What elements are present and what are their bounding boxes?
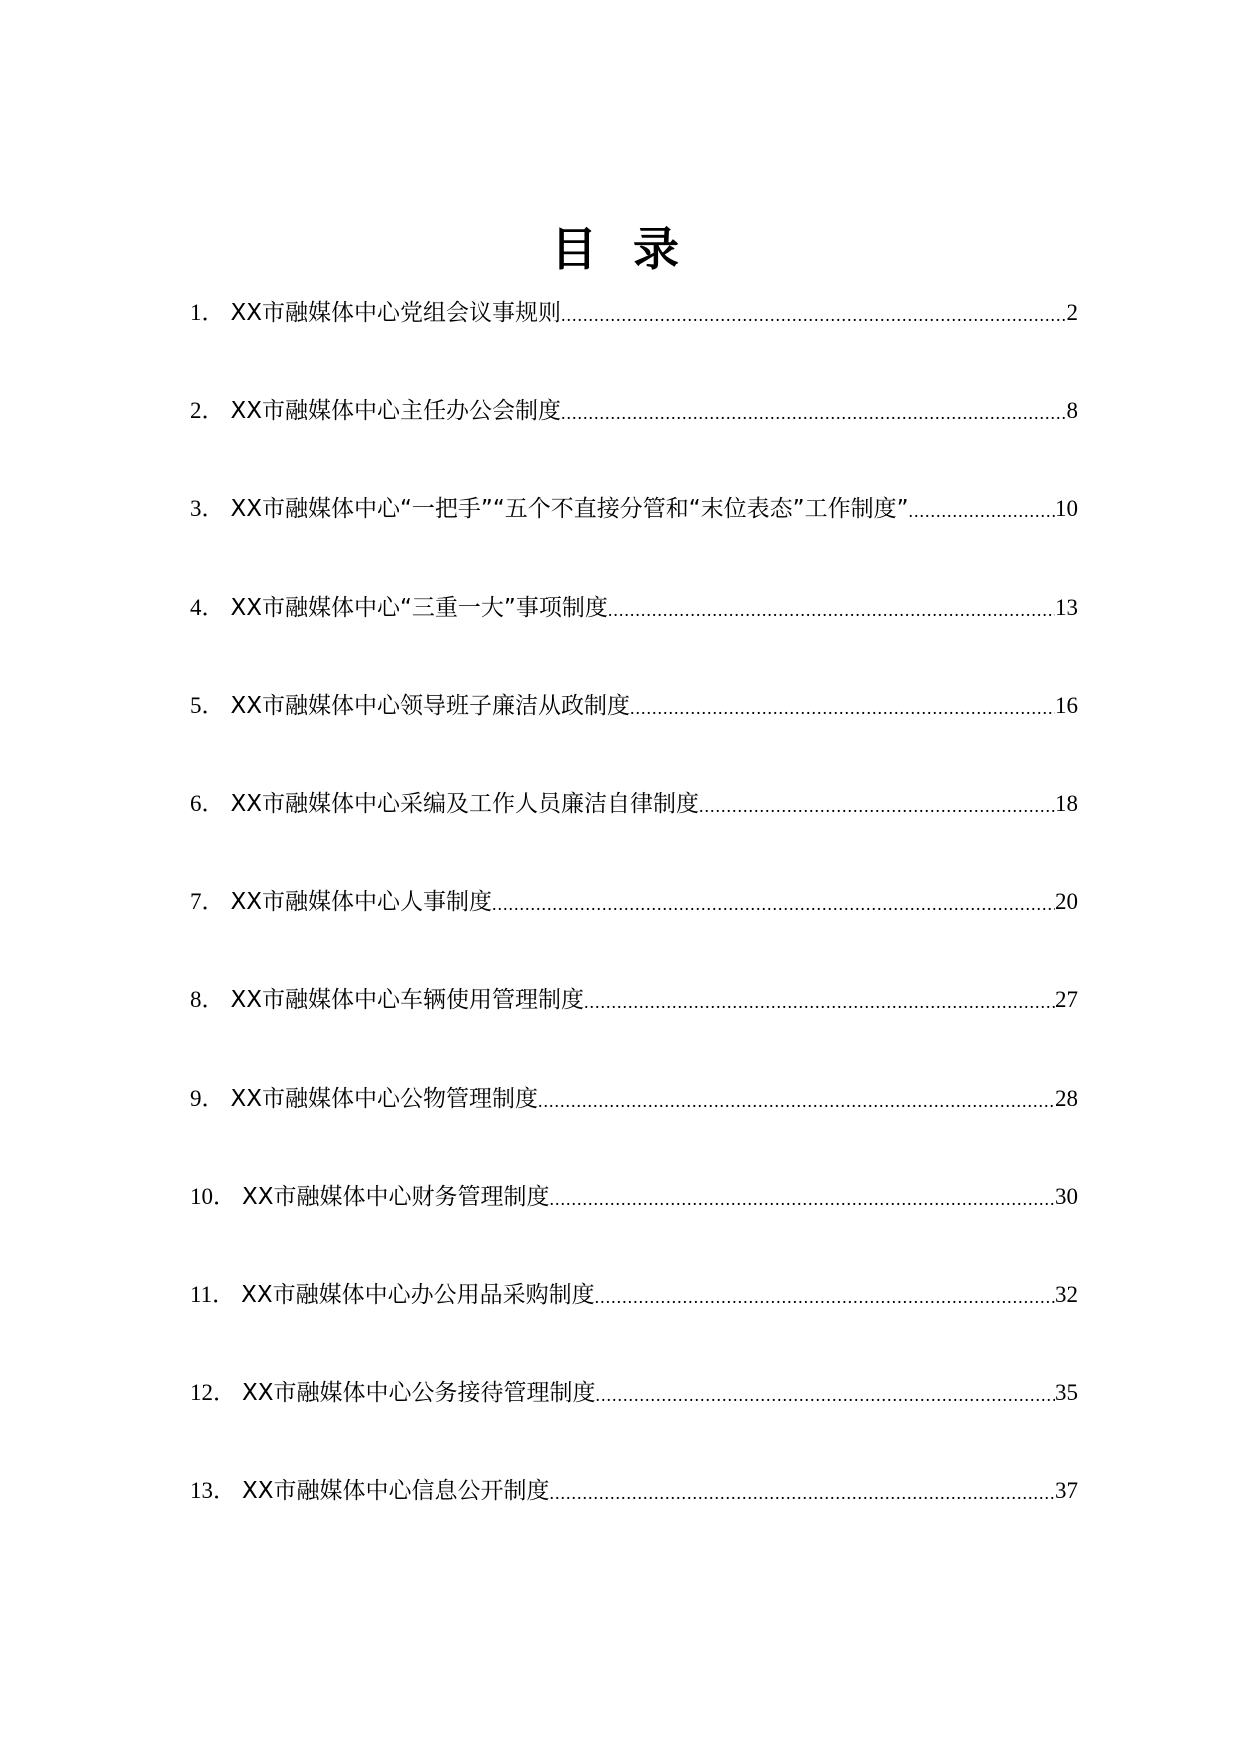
toc-entry-number: 8． bbox=[190, 987, 225, 1013]
toc-entry-title: XX市融媒体中心领导班子廉洁从政制度 bbox=[230, 692, 631, 719]
toc-entry[interactable] bbox=[190, 1378, 1078, 1476]
page-title: 目 录 bbox=[550, 221, 689, 276]
toc-entry-number: 9． bbox=[190, 1085, 225, 1111]
toc-dot-leader bbox=[584, 985, 1055, 1015]
toc-entry-number: 2． bbox=[190, 398, 225, 424]
toc-entry-title: XX市融媒体中心采编及工作人员廉洁自律制度 bbox=[230, 790, 700, 817]
toc-entry-number: 12． bbox=[190, 1380, 236, 1406]
toc-entry-page: 35 bbox=[1055, 1380, 1078, 1406]
toc-dot-leader bbox=[699, 789, 1055, 819]
toc-entry[interactable] bbox=[190, 887, 1078, 985]
toc-dot-leader bbox=[561, 298, 1066, 328]
toc-entry-page: 27 bbox=[1055, 987, 1078, 1013]
toc-dot-leader bbox=[492, 887, 1055, 917]
toc-entry-number: 3． bbox=[190, 496, 225, 522]
toc-entry[interactable] bbox=[190, 1280, 1078, 1378]
toc-entry-number: 10． bbox=[190, 1183, 236, 1209]
toc-entry-number: 11． bbox=[190, 1281, 236, 1307]
toc-entry-number: 5． bbox=[190, 692, 225, 718]
toc-entry-title: XX市融媒体中心办公用品采购制度 bbox=[241, 1281, 595, 1308]
toc-entry-title: XX市融媒体中心“三重一大”事项制度 bbox=[230, 594, 608, 621]
toc-entry-page: 37 bbox=[1055, 1478, 1078, 1504]
toc-dot-leader bbox=[561, 396, 1066, 426]
toc-entry-title: XX市融媒体中心财务管理制度 bbox=[242, 1183, 550, 1210]
toc-entry[interactable] bbox=[190, 494, 1078, 592]
toc-entry-page: 10 bbox=[1055, 496, 1078, 522]
toc-dot-leader bbox=[596, 1378, 1055, 1408]
toc-entry-page: 30 bbox=[1055, 1183, 1078, 1209]
toc-entry[interactable] bbox=[190, 298, 1078, 396]
toc-entry[interactable] bbox=[190, 985, 1078, 1083]
toc-entry-page: 2 bbox=[1066, 300, 1078, 325]
toc-entry-title: XX市融媒体中心车辆使用管理制度 bbox=[230, 987, 585, 1014]
toc-entry-title: XX市融媒体中心“一把手”“五个不直接分管和“末位表态”工作制度” bbox=[230, 496, 909, 523]
toc-entry-number: 13． bbox=[190, 1478, 236, 1504]
toc-dot-leader bbox=[550, 1182, 1055, 1212]
toc-entry-page: 16 bbox=[1055, 692, 1078, 718]
toc-entry-number: 4． bbox=[190, 594, 225, 620]
toc-entry-number: 7． bbox=[190, 889, 225, 915]
toc-dot-leader bbox=[550, 1476, 1055, 1506]
toc-entry[interactable] bbox=[190, 691, 1078, 789]
toc-entry[interactable] bbox=[190, 593, 1078, 691]
toc-dot-leader bbox=[909, 494, 1055, 524]
toc-dot-leader bbox=[595, 1280, 1055, 1310]
toc-entry-title: XX市融媒体中心信息公开制度 bbox=[242, 1478, 550, 1505]
toc-entry-page: 20 bbox=[1055, 889, 1078, 915]
toc-dot-leader bbox=[608, 593, 1055, 623]
table-of-contents bbox=[190, 298, 1078, 1574]
toc-entry[interactable] bbox=[190, 1182, 1078, 1280]
toc-entry-page: 8 bbox=[1066, 398, 1078, 424]
toc-entry-title: XX市融媒体中心公物管理制度 bbox=[230, 1085, 539, 1112]
toc-entry-number: 6． bbox=[190, 790, 225, 816]
toc-entry-title: XX市融媒体中心主任办公会制度 bbox=[230, 398, 562, 425]
toc-entry-page: 18 bbox=[1055, 790, 1078, 816]
toc-entry-title: XX市融媒体中心人事制度 bbox=[230, 889, 493, 916]
toc-entry-title: XX市融媒体中心党组会议事规则 bbox=[230, 300, 562, 326]
toc-entry[interactable] bbox=[190, 1084, 1078, 1182]
toc-entry-page: 13 bbox=[1055, 594, 1078, 620]
toc-dot-leader bbox=[630, 691, 1055, 721]
toc-entry[interactable] bbox=[190, 1476, 1078, 1574]
toc-entry-title: XX市融媒体中心公务接待管理制度 bbox=[242, 1380, 596, 1407]
toc-entry-number: 1． bbox=[190, 300, 225, 325]
toc-entry-page: 28 bbox=[1055, 1085, 1078, 1111]
toc-entry[interactable] bbox=[190, 396, 1078, 494]
toc-dot-leader bbox=[538, 1084, 1055, 1114]
toc-entry[interactable] bbox=[190, 789, 1078, 887]
toc-entry-page: 32 bbox=[1055, 1281, 1078, 1307]
